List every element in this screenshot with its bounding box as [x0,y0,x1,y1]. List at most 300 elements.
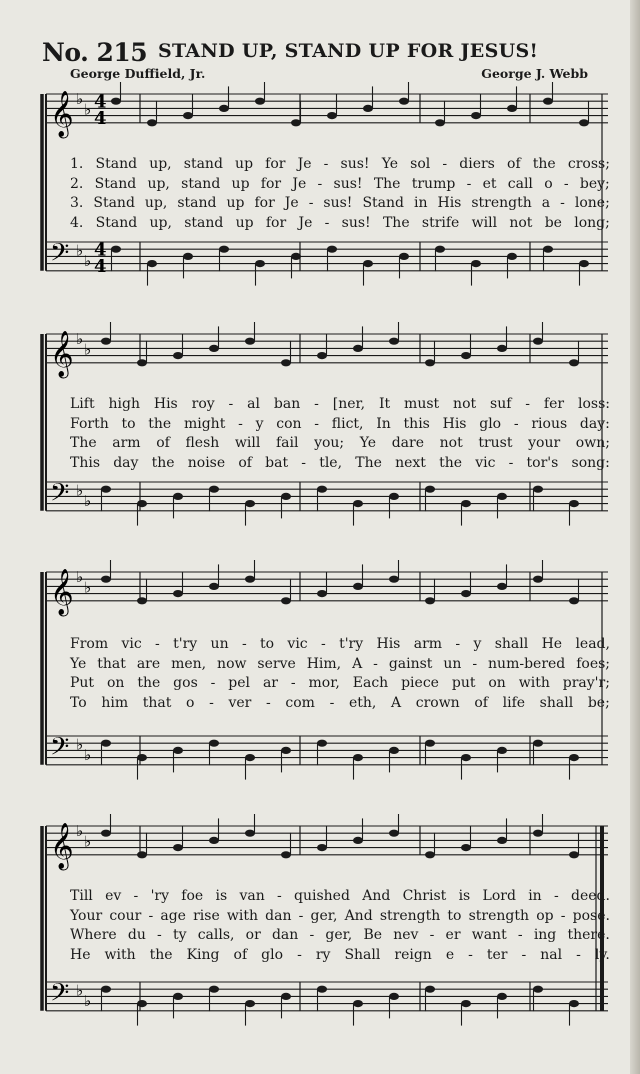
lyric-syllable: for [265,214,287,231]
lyric-syllable: bat [265,454,289,471]
lyric-syllable: - [290,675,296,691]
time-signature-bottom: 4 [94,107,107,129]
lyric-syllable: reign [394,946,432,963]
lyric-syllable: King [186,946,220,963]
lyric-syllable: un [443,655,462,672]
lyric-syllable: Each [352,675,389,691]
lyric-syllable: - [309,927,315,943]
lyric-syllable: Lift [70,396,95,412]
lyric-syllable: op [536,907,554,924]
lyric-syllable: pel [228,675,251,691]
lyric-syllable: vic [121,636,142,652]
notehead [291,253,301,260]
lyric-syllable: ban [273,396,301,412]
lyric-syllable: In [376,415,391,432]
lyric-syllable: ry [315,946,331,963]
lyric-syllable: Je [297,156,312,172]
lyric-syllable: the [439,454,463,471]
notehead [399,98,409,105]
page-edge [630,0,640,1074]
lyric-syllable: quished [294,888,350,904]
lyric-syllable: him [101,694,129,711]
lyric-line [70,176,610,196]
lyric-syllable: - [210,675,216,691]
lyric-syllable: - [321,636,326,652]
lyric-syllable: - [266,694,271,711]
lyric-syllable: the [148,415,172,432]
lyric-syllable: Your [70,907,103,924]
lyric-syllable: up [231,175,250,192]
lyric-syllable: strength [379,907,441,924]
lyric-syllable: ing [533,927,557,943]
lyric-syllable: y [255,415,264,432]
notehead [389,338,399,345]
lyric-syllable: mor, [308,675,340,691]
notehead [497,345,507,352]
notehead [569,359,579,366]
notehead [101,338,111,345]
bass-staff [46,736,608,765]
lyric-syllable: with [518,675,550,691]
lyric-syllable: for [260,175,282,192]
notehead [245,1000,255,1007]
lyric-syllable: up, [149,156,172,172]
notehead [389,993,399,1000]
lyric-syllable: - [560,195,565,211]
lyric-syllable: of [507,156,521,172]
lyric-syllable: next [395,454,426,471]
lyric-syllable: the [137,675,161,691]
lyric-syllable: ver [228,694,252,711]
notehead [219,105,229,112]
lyric-syllable: fer [543,396,565,412]
lyrics-block-3 [70,636,610,714]
lyric-line [70,435,610,455]
flat-icon: ♭ [84,832,92,851]
flat-icon: ♭ [84,252,92,271]
lyric-syllable: Shall [344,946,381,963]
notehead [579,260,589,267]
lyric-syllable: - [297,946,302,963]
lyric-syllable: own; [575,435,610,451]
notehead [425,851,435,858]
notehead [245,754,255,761]
lyric-syllable: - [324,214,330,231]
notehead [533,486,543,493]
lyric-syllable: will [234,435,261,451]
lyrics-block-2 [70,396,610,474]
lyric-syllable: Ye [381,156,399,172]
lyric-syllable: lead, [575,636,610,652]
flat-icon: ♭ [76,821,84,840]
lyric-syllable: crown [415,694,460,711]
composer-credit: George J. Webb [481,66,588,81]
lyric-syllable: you; [314,435,345,451]
lyric-syllable: - [521,946,527,963]
lyric-syllable: t'ry [173,636,198,652]
lyric-syllable: - [323,156,329,172]
lyric-syllable: day: [579,415,610,432]
lyric-syllable: to [447,907,462,924]
lyric-syllable: suf [490,396,512,412]
time-signature-top: 4 [94,91,107,113]
treble-clef-icon: 𝄞 [50,568,74,615]
lyric-syllable: Stand [94,175,137,192]
lyric-syllable: with [104,946,136,963]
notehead [137,851,147,858]
lyric-syllable: foe [181,888,204,904]
lyric-syllable: nal [540,946,563,963]
notehead [497,993,507,1000]
lyric-syllable: er [445,927,461,943]
lyric-syllable: age [160,907,186,924]
lyric-syllable: Je [298,214,313,231]
lyric-syllable: - [314,415,320,432]
lyric-syllable: that [142,694,172,711]
lyric-syllable: this [403,415,430,432]
lyric-syllable: arm [112,435,141,451]
lyric-syllable: 1. [70,156,84,172]
lyric-syllable: calls, [197,927,235,943]
notehead [173,590,183,597]
notehead [461,1000,471,1007]
author-credit: George Duffield, Jr. [70,66,206,81]
flat-icon: ♭ [76,329,84,348]
lyric-syllable: - [157,927,162,943]
notehead [353,837,363,844]
lyric-syllable: - [373,655,378,672]
lyric-syllable: - [314,396,319,412]
lyric-syllable: The [70,435,97,451]
lyric-syllable: vic [287,636,308,652]
notehead [173,993,183,1000]
lyric-syllable: Je [284,195,299,211]
lyric-syllable: stand [184,214,224,231]
lyric-syllable: glo [261,946,284,963]
lyric-syllable: ger, [325,927,353,943]
notehead [147,119,157,126]
bass-staff [46,982,608,1011]
lyric-syllable: 2. [70,175,84,192]
treble-clef-icon: 𝄞 [50,330,74,377]
notehead [101,486,111,493]
lyric-syllable: et [482,175,497,192]
lyric-syllable: Ye [359,435,377,451]
notehead [471,112,481,119]
notehead [245,830,255,837]
lyric-syllable: - [576,946,581,963]
notehead [353,1000,363,1007]
notehead [219,246,229,253]
lyric-line [70,927,610,947]
notehead [317,740,327,747]
lyric-syllable: deed. [571,888,610,904]
lyric-syllable: Ye [70,655,87,672]
lyric-syllable: Forth [70,415,109,432]
lyric-syllable: com [285,694,315,711]
lyric-syllable: is [458,888,471,904]
lyric-syllable: put [451,675,476,691]
lyric-syllable: men, [171,655,207,672]
lyric-syllable: tor's [526,454,559,471]
notehead [389,576,399,583]
notehead [425,740,435,747]
hymn-title: STAND UP, STAND UP FOR JESUS! [158,40,539,62]
lyric-syllable: - [277,888,282,904]
lyric-syllable: serve [257,655,296,672]
notehead [101,576,111,583]
hymn-number: No. 215 [42,38,148,67]
notehead [183,112,193,119]
notehead [209,486,219,493]
lyric-syllable: Where [70,927,117,943]
lyric-syllable: strength [471,195,532,211]
lyric-syllable: - [466,175,472,192]
lyric-syllable: foes; [576,655,610,672]
bass-clef-icon: 𝄢 [50,732,70,768]
notehead [543,98,553,105]
time-signature-bottom: 4 [94,255,107,277]
lyric-line [70,675,610,695]
notehead [209,986,219,993]
lyric-syllable: Stand [95,156,138,172]
notehead [461,500,471,507]
lyric-syllable: sus! [333,175,363,192]
lyric-syllable: flict, [331,415,364,432]
notehead [389,493,399,500]
notehead [569,500,579,507]
lyric-line [70,695,610,715]
lyric-syllable: must [404,396,440,412]
lyric-syllable: there. [567,927,610,943]
notehead [173,493,183,500]
lyric-syllable: not [453,396,477,412]
notehead [497,493,507,500]
notehead [173,747,183,754]
notehead [425,359,435,366]
lyric-syllable: Je [292,175,307,192]
lyric-syllable: for [265,156,286,172]
lyric-syllable: ger, [310,907,338,924]
lyric-syllable: in [413,195,428,211]
notehead [137,1000,147,1007]
notehead [281,747,291,754]
notehead [281,597,291,604]
lyric-syllable: lone; [574,195,610,211]
lyric-syllable: tle, [319,454,343,471]
lyric-syllable: arm [413,636,443,652]
lyric-syllable: van [239,888,265,904]
notehead [317,352,327,359]
notehead [327,112,337,119]
notehead [461,844,471,851]
notehead [183,253,193,260]
notehead [101,830,111,837]
lyric-syllable: ly. [594,946,610,963]
lyric-syllable: are [136,655,161,672]
lyric-syllable: - [241,636,247,652]
lyric-line [70,416,610,436]
bass-staff [46,482,608,511]
notehead [533,740,543,747]
lyric-syllable: - [148,907,154,924]
lyric-syllable: His [442,415,467,432]
lyric-syllable: His [437,195,462,211]
notehead [543,246,553,253]
lyric-syllable: - [317,175,323,192]
lyric-syllable: ev [105,888,122,904]
lyric-syllable: Stand [95,214,138,231]
lyric-syllable: strife [421,214,460,231]
lyric-syllable: From [70,636,109,652]
notehead [173,844,183,851]
lyric-syllable: And [344,907,373,924]
lyric-syllable: glo [479,415,502,432]
lyric-syllable: shall [539,694,574,711]
notehead [497,583,507,590]
notehead [137,597,147,604]
notehead [111,246,121,253]
lyric-syllable: ar [262,675,278,691]
flat-icon: ♭ [84,100,92,119]
notehead [389,747,399,754]
lyric-syllable: of [156,435,170,451]
notehead [363,260,373,267]
lyric-syllable: up [235,214,254,231]
lyric-syllable: - [563,175,569,192]
lyric-syllable: gos [173,675,198,691]
lyric-syllable: nev [393,927,419,943]
lyric-syllable: up, [147,175,170,192]
lyric-syllable: want [471,927,507,943]
notehead [101,986,111,993]
notehead [461,352,471,359]
notehead [425,597,435,604]
notehead [497,837,507,844]
lyric-syllable: the [149,946,173,963]
lyric-syllable: Put [70,675,95,691]
notehead [281,359,291,366]
notehead [137,359,147,366]
lyric-syllable: - [228,396,234,412]
lyric-syllable: - [442,156,448,172]
lyric-syllable: with [226,907,259,924]
lyric-line [70,947,610,967]
notehead [461,754,471,761]
lyrics-block-4 [70,888,610,966]
lyric-syllable: now [217,655,247,672]
lyric-line [70,156,610,176]
lyric-syllable: The [382,214,410,231]
notehead [389,830,399,837]
notehead [147,260,157,267]
lyric-syllable: piece [401,675,439,691]
notehead [209,345,219,352]
lyric-syllable: e [445,946,455,963]
notehead [317,986,327,993]
notehead [353,583,363,590]
lyric-syllable: 4. [70,214,84,231]
notehead [317,590,327,597]
lyric-syllable: Christ [402,888,447,904]
lyric-syllable: du [127,927,146,943]
notehead [569,597,579,604]
lyric-syllable: up, [149,214,172,231]
lyric-syllable: - [133,888,139,904]
notehead [317,486,327,493]
lyric-syllable: is [215,888,228,904]
notehead [353,754,363,761]
lyric-syllable: roy [191,396,215,412]
lyric-syllable: your [528,435,561,451]
notehead [353,345,363,352]
lyric-line [70,636,610,656]
notehead [281,993,291,1000]
lyric-syllable: on [106,675,125,691]
notehead [435,119,445,126]
lyric-syllable: to [260,636,275,652]
lyric-syllable: A [352,655,363,672]
notehead [569,754,579,761]
lyric-syllable: not [439,435,463,451]
lyric-syllable: dan [265,907,292,924]
lyric-syllable: The [373,175,401,192]
lyric-syllable: life [502,694,526,711]
notehead [569,1000,579,1007]
notehead [245,500,255,507]
lyric-syllable: or [245,927,261,943]
lyric-syllable: It [379,396,391,412]
lyric-syllable: con [276,415,302,432]
lyric-line [70,455,610,475]
lyric-syllable: He [70,946,91,963]
notehead [137,500,147,507]
flat-icon: ♭ [76,981,84,1000]
treble-clef-icon: 𝄞 [50,90,74,137]
lyric-syllable: ty [172,927,187,943]
notehead [353,500,363,507]
lyric-syllable: on [488,675,506,691]
notehead [425,486,435,493]
lyric-syllable: might [183,415,226,432]
lyric-syllable: - [513,415,519,432]
notehead [111,98,121,105]
lyric-syllable: the [151,454,175,471]
notehead [399,253,409,260]
lyric-syllable: - [517,927,523,943]
lyric-syllable: - [508,454,514,471]
notehead [317,844,327,851]
flat-icon: ♭ [84,492,92,511]
lyric-syllable: dare [391,435,425,451]
lyric-syllable: strength [468,907,530,924]
notehead [435,246,445,253]
treble-clef-icon: 𝄞 [50,822,74,869]
lyric-syllable: - [468,946,473,963]
notehead [497,747,507,754]
lyric-syllable: His [153,396,178,412]
lyric-syllable: - [553,888,559,904]
lyric-syllable: - [560,907,566,924]
lyric-syllable: 3. [70,195,84,211]
lyric-syllable: - [155,636,160,652]
notehead [533,338,543,345]
notehead [533,986,543,993]
lyric-syllable: num-bered [488,655,566,672]
lyric-syllable: - [329,694,335,711]
lyric-syllable: stand [183,156,223,172]
notehead [255,260,265,267]
